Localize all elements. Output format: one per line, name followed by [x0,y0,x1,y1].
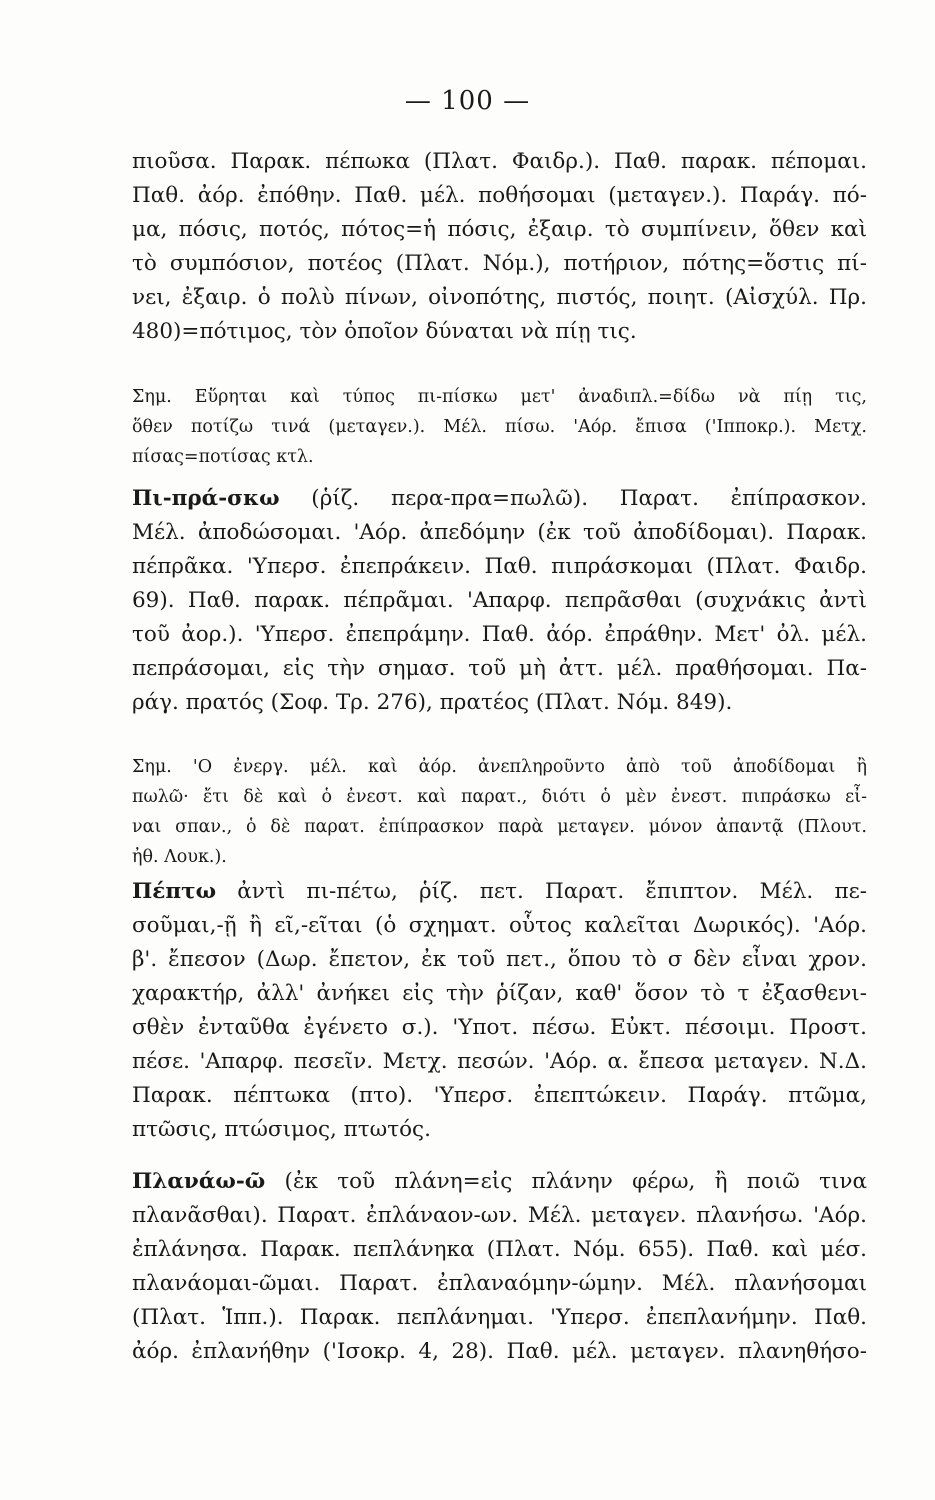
text-line: πέπρᾶκα. 'Υπερσ. ἐπεπράκειν. Παθ. πιπράσκομαι (Πλατ. Φαιδρ. [132,554,867,579]
note-paragraph [132,382,867,472]
text-line: 69). Παθ. παρακ. πέπρᾶμαι. 'Απαρφ. πεπρᾶσθαι (συχνάκις ἀντὶ [132,588,867,613]
note-line: ναι σπαν., ὁ δὲ παρατ. ἐπίπρασκον παρὰ μεταγεν. μόνον ἀπαντᾷ (Πλουτ. [132,817,867,837]
text-line: πλανᾶσθαι). Παρατ. ἐπλάναον-ων. Μέλ. μεταγεν. πλανήσω. 'Αόρ. [132,1203,867,1228]
text-line: Πλανάω-ῶ (ἐκ τοῦ πλάνη=εἰς πλάνην φέρω, ἢ ποιῶ τινα [132,1169,867,1194]
text-line: Παρακ. πέπτωκα (πτο). 'Υπερσ. ἐπεπτώκειν. Παράγ. πτῶμα, [132,1083,867,1108]
text-line: σοῦμαι,-ῇ ἢ εῖ,-εῖται (ὁ σχηματ. οὗτος καλεῖται Δωρικός). 'Αόρ. [132,913,867,938]
headword: Πέπτω [132,879,217,904]
text-line: πλανάομαι-ῶμαι. Παρατ. ἐπλαναόμην-ώμην. Μέλ. πλανήσομαι [132,1271,867,1296]
text-line: τοῦ ἀορ.). 'Υπερσ. ἐπεπράμην. Παθ. ἀόρ. ἐπράθην. Μετ' ὀλ. μέλ. [132,622,867,647]
note-line: πωλῶ· ἔτι δὲ καὶ ὁ ἐνεστ. καὶ παρατ., διότι ὁ μὲν ἐνεστ. πιπράσκω εἶ- [132,787,867,807]
entry-continuation [132,145,867,349]
headword: Πλανάω-ῶ [132,1169,266,1194]
note-line: ὅθεν ποτίζω τινά (μεταγεν.). Μέλ. πίσω. 'Αόρ. ἔπισα ('Ιπποκρ.). Μετχ. [132,417,867,437]
note-line: ἠθ. Λουκ.). [132,847,227,867]
text-line: ράγ. πρατός (Σοφ. Τρ. 276), πρατέος (Πλατ. Νόμ. 849). [132,690,733,715]
text-line: Πι-πρά-σκω (ῥίζ. περα-πρα=πωλῶ). Παρατ. ἐπίπρασκον. [132,486,867,511]
text-line: Μέλ. ἀποδώσομαι. 'Αόρ. ἀπεδόμην (ἐκ τοῦ ἀποδίδομαι). Παρακ. [132,520,867,545]
text-line: Παθ. ἀόρ. ἐπόθην. Παθ. μέλ. ποθήσομαι (μεταγεν.). Παράγ. πό- [132,183,867,208]
page-number: — 100 — [404,86,531,116]
text-line: πιοῦσα. Παρακ. πέπωκα (Πλατ. Φαιδρ.). Παθ. παρακ. πέπομαι. [132,149,867,174]
entry-planaw [132,1165,867,1369]
text-line: β'. ἔπεσον (Δωρ. ἔπετον, ἐκ τοῦ πετ., ὅπου τὸ σ δὲν εἶναι χρον. [132,947,867,972]
entry-pipraskw [132,482,867,720]
text-line: Πέπτω ἀντὶ πι-πέτω, ῥίζ. πετ. Παρατ. ἔπιπτον. Μέλ. πε- [132,879,867,904]
note-line: πίσας=ποτίσας κτλ. [132,447,314,467]
text-line: πεπράσομαι, εἰς τὴν σημασ. τοῦ μὴ ἀττ. μέλ. πραθήσομαι. Πα- [132,656,867,681]
text-line: (Πλατ. Ἱππ.). Παρακ. πεπλάνημαι. 'Υπερσ. ἐπεπλανήμην. Παθ. [132,1305,867,1330]
text-line: μα, πόσις, ποτός, πότος=ἡ πόσις, ἐξαιρ. τὸ συμπίνειν, ὅθεν καὶ [132,217,867,242]
headword: Πι-πρά-σκω [132,486,280,511]
text-line: ἀόρ. ἐπλανήθην ('Ισοκρ. 4, 28). Παθ. μέλ. μεταγεν. πλανηθήσο- [132,1339,867,1364]
text-line: 480)=πότιμος, τὸν ὁποῖον δύναται νὰ πίῃ τις. [132,319,637,344]
text-line: χαρακτήρ, ἀλλ' ἀνήκει εἰς τὴν ῥίζαν, καθ' ὅσον τὸ τ ἐξασθενι- [132,981,867,1006]
text-line: τὸ συμπόσιον, ποτέος (Πλατ. Νόμ.), ποτήριον, πότης=ὅστις πί- [132,251,867,276]
note-line: Σημ. 'Ο ἐνεργ. μέλ. καὶ ἀόρ. ἀνεπληροῦντο ἀπὸ τοῦ ἀποδίδομαι ἢ [132,757,867,777]
note-line: Σημ. Εὕρηται καὶ τύπος πι-πίσκω μετ' ἀναδιπλ.=δίδω νὰ πίῃ τις, [132,387,867,407]
entry-peptw [132,875,867,1147]
text-line: σθὲν ἐνταῦθα ἐγένετο σ.). 'Υποτ. πέσω. Εὐκτ. πέσοιμι. Προστ. [132,1015,867,1040]
note-paragraph [132,752,867,872]
text-line: πέσε. 'Απαρφ. πεσεῖν. Μετχ. πεσών. 'Αόρ. α. ἔπεσα μεταγεν. Ν.Δ. [132,1049,867,1074]
text-line: πτῶσις, πτώσιμος, πτωτός. [132,1117,431,1142]
text-line: ἐπλάνησα. Παρακ. πεπλάνηκα (Πλατ. Νόμ. 655). Παθ. καὶ μέσ. [132,1237,867,1262]
text-line: νει, ἐξαιρ. ὁ πολὺ πίνων, οἰνοπότης, πιστός, ποιητ. (Αἰσχύλ. Πρ. [132,285,867,310]
